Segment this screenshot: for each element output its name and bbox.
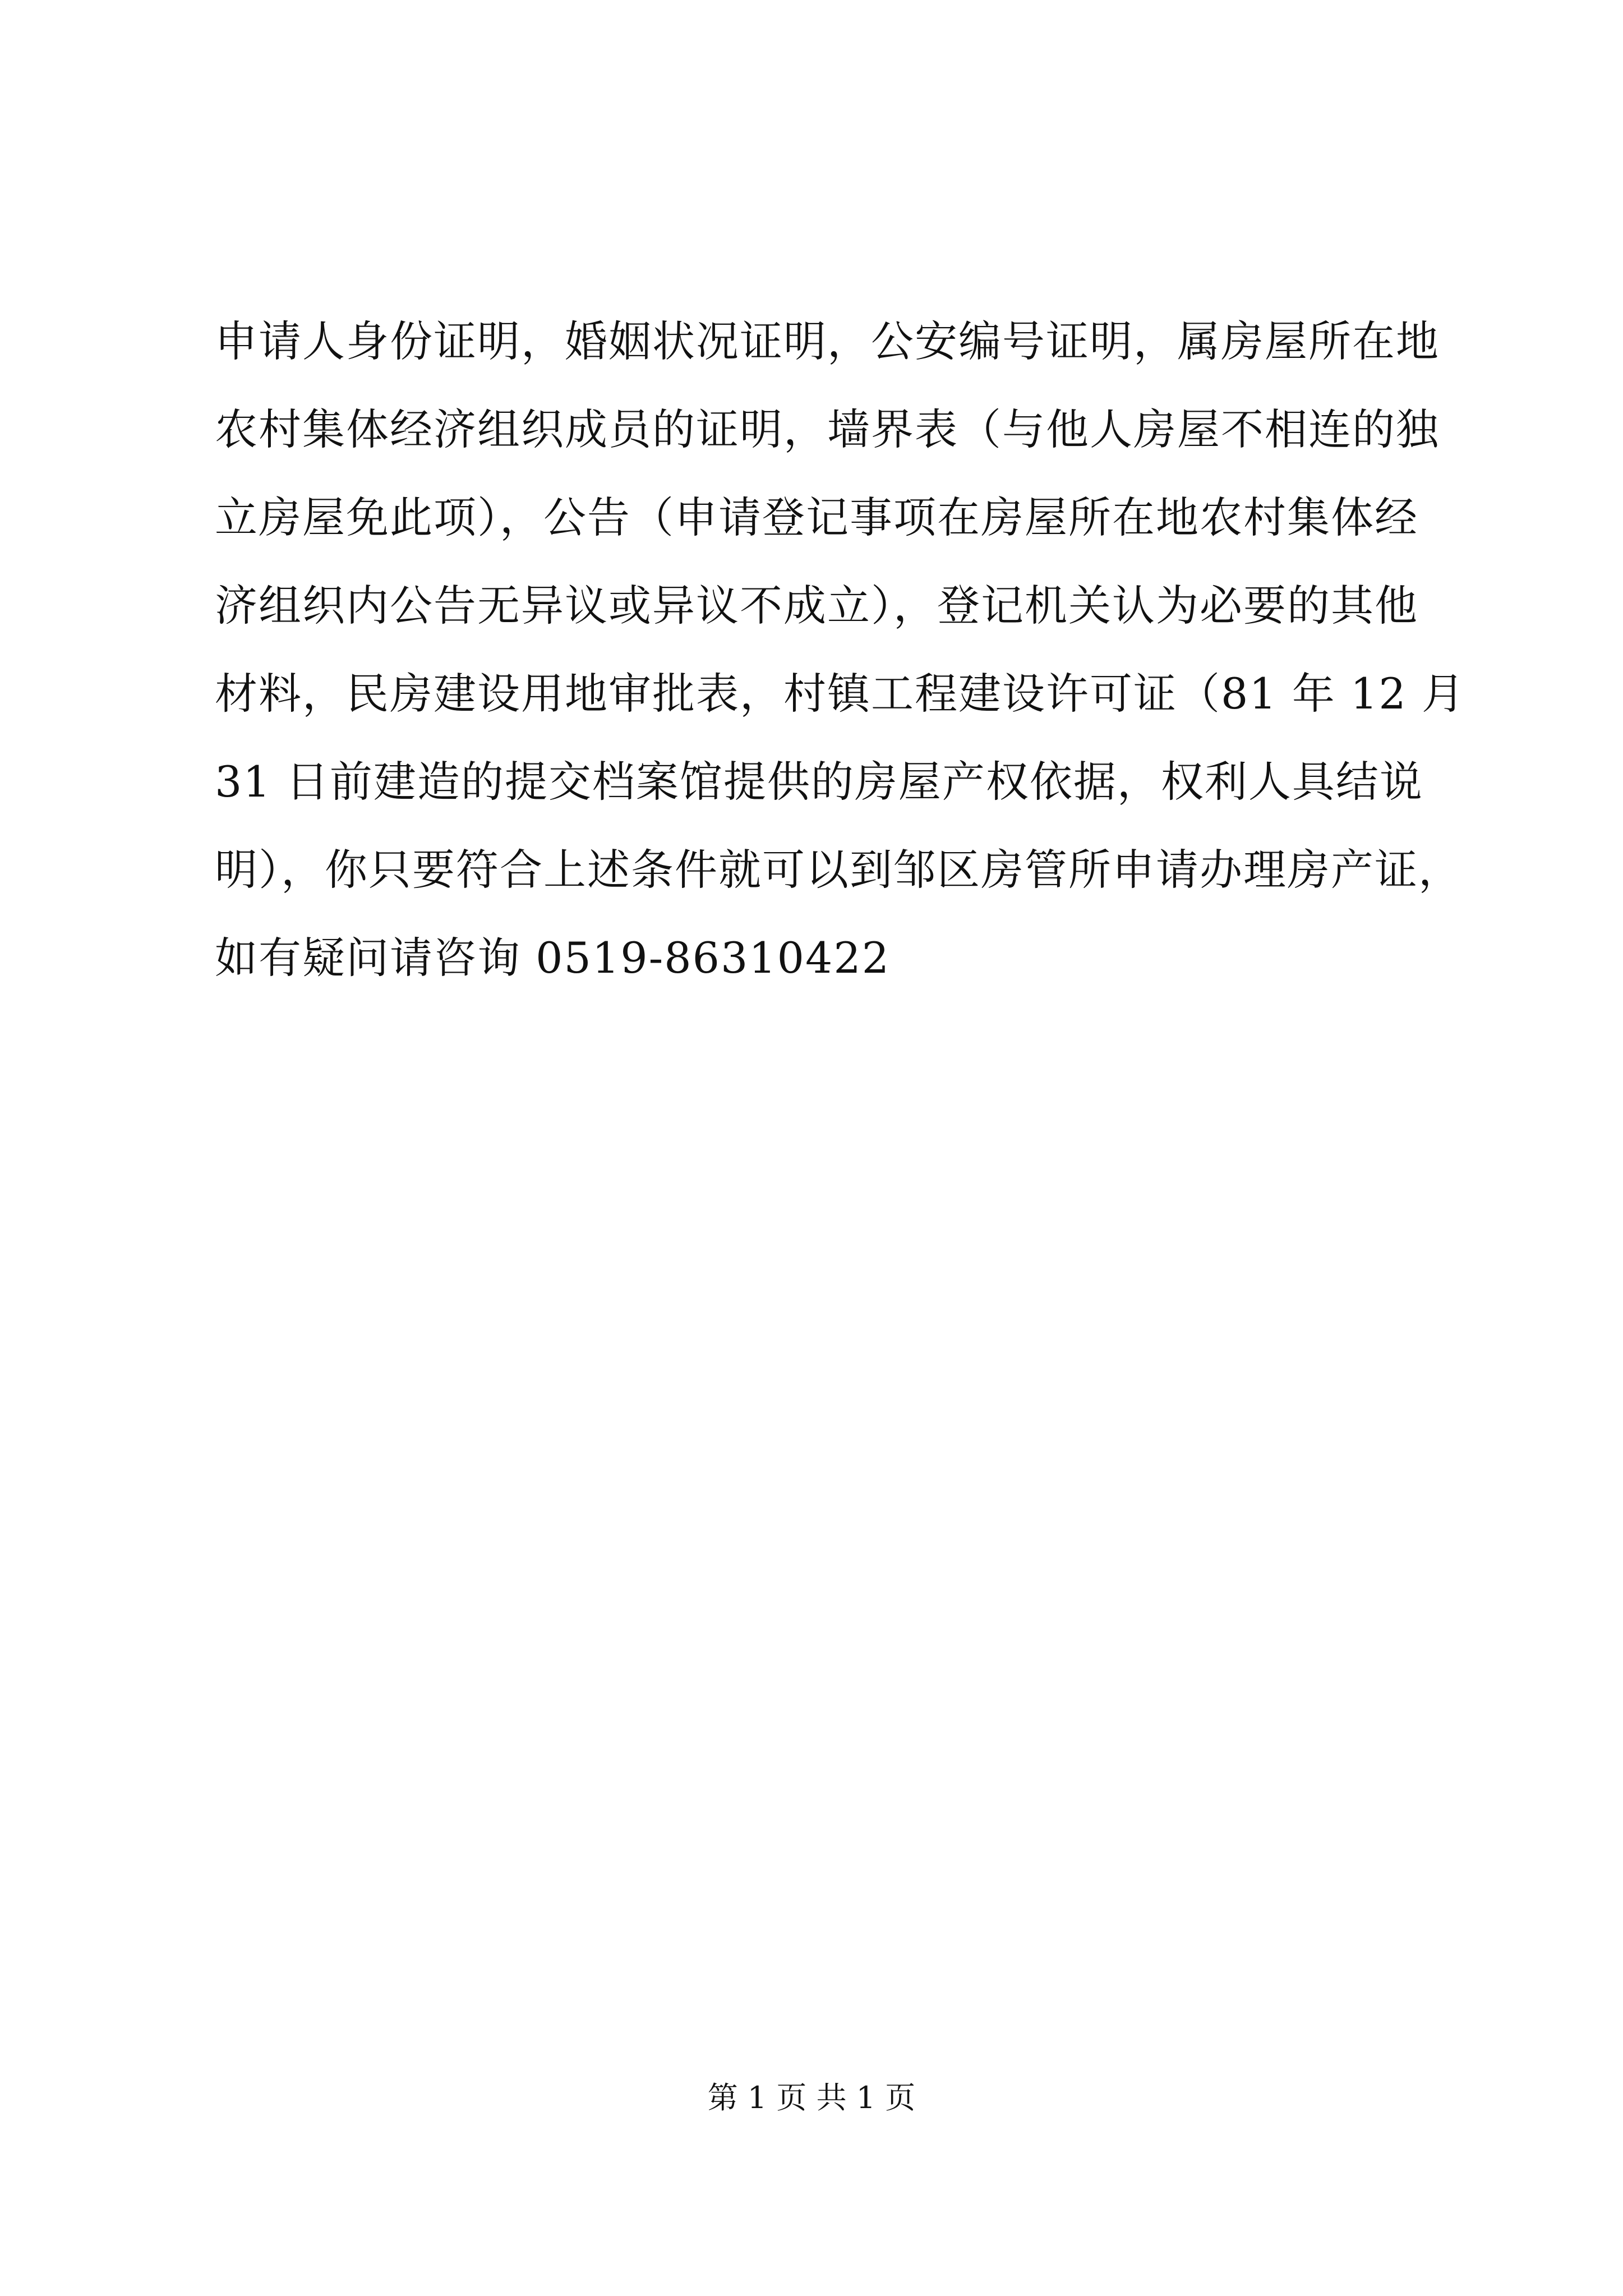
body-line: 如有疑问请咨询 0519-86310422 <box>215 933 891 983</box>
body-line: 农村集体经济组织成员的证明，墙界表（与他人房屋不相连的独 <box>215 404 1440 454</box>
body-line: 立房屋免此项），公告（申请登记事项在房屋所在地农村集体经 <box>215 493 1418 542</box>
body-line: 济组织内公告无异议或异议不成立），登记机关认为必要的其他 <box>215 581 1418 631</box>
document-body <box>215 297 1482 1002</box>
body-line: 明），你只要符合上述条件就可以到邹区房管所申请办理房产证， <box>215 845 1462 895</box>
body-line: 申请人身份证明，婚姻状况证明，公安编号证明，属房屋所在地 <box>215 316 1440 366</box>
page-footer: 第 1 页 共 1 页 <box>707 2080 916 2115</box>
body-line: 31 日前建造的提交档案馆提供的房屋产权依据，权利人具结说 <box>215 757 1423 807</box>
body-line: 材料，民房建设用地审批表，村镇工程建设许可证（81 年 12 月 <box>215 669 1465 719</box>
